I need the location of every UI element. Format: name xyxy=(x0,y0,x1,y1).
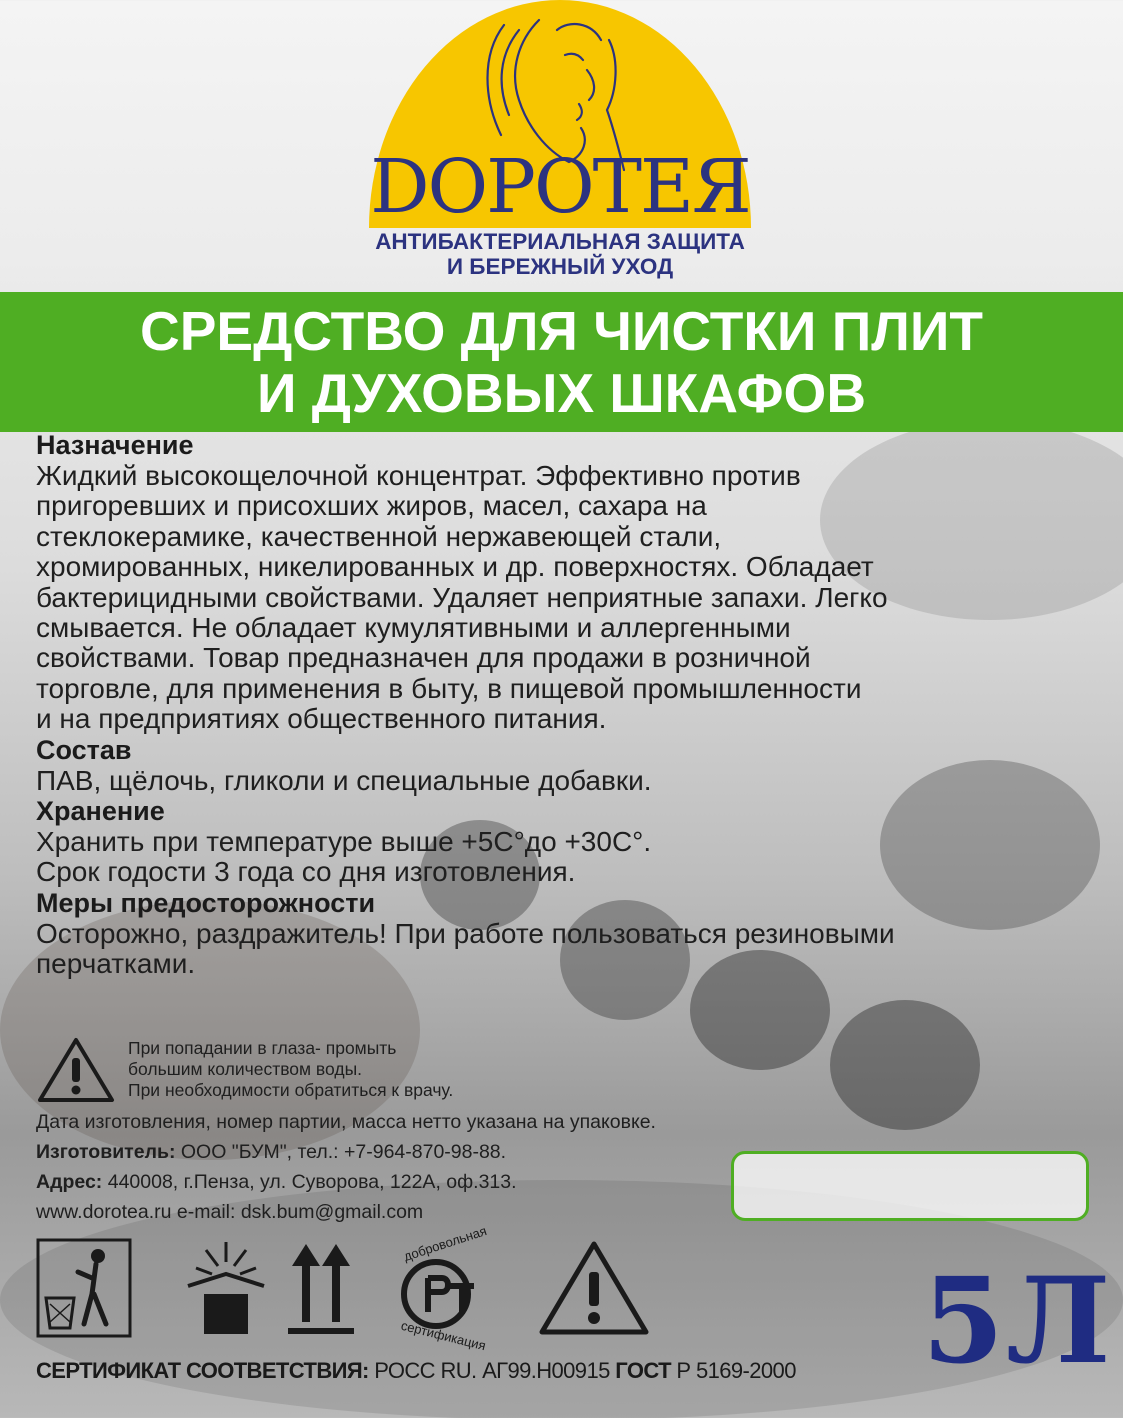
precautions-line: перчатками. xyxy=(36,948,196,980)
composition-text: ПАВ, щёлочь, гликоли и специальные добавки. xyxy=(36,764,652,796)
purpose-line: смывается. Не обладает кумулятивными и аллергенными xyxy=(36,612,791,644)
certificate-label: СЕРТИФИКАТ СООТВЕТСТВИЯ: xyxy=(36,1358,369,1383)
manufacturer-value: ООО "БУМ", тел.: +7-964-870-98-88. xyxy=(175,1141,507,1163)
warning-line: При необходимости обратиться к врачу. xyxy=(128,1080,454,1100)
trash-bin-icon xyxy=(36,1238,132,1338)
warning-line: большим количеством воды. xyxy=(128,1059,363,1079)
manufacturer-info xyxy=(36,1140,506,1164)
composition-heading: Состав xyxy=(36,734,132,765)
purpose-line: Жидкий высокощелочной концентрат. Эффективно против xyxy=(36,460,801,491)
handling-icons xyxy=(36,1223,656,1354)
web-contacts: www.dorotea.ru e-mail: dsk.bum@gmail.com xyxy=(36,1201,424,1223)
certificate-value: РОСС RU. АГ99.Н00915 xyxy=(368,1358,616,1383)
product-title-banner xyxy=(0,292,1123,432)
this-way-up-icon xyxy=(286,1238,356,1338)
warning-line: При попадании в глаза- промыть xyxy=(128,1038,397,1058)
product-title-line-1: СРЕДСТВО ДЛЯ ЧИСТКИ ПЛИТ xyxy=(140,300,983,362)
brand-name: DOPOTEЯ xyxy=(370,144,750,230)
storage-line: Хранить при температуре выше +5С°до +30С°. xyxy=(36,826,652,858)
purpose-line: стеклокерамике, качественной нержавеющей стали, xyxy=(36,520,722,552)
purpose-line: хромированных, никелированных и др. поверхностях. Обладает xyxy=(36,551,874,583)
volume-label: 5Л xyxy=(922,1251,1113,1390)
gost-label: ГОСТ xyxy=(615,1358,671,1383)
cert-badge-bottom-text: сертификация xyxy=(399,1317,488,1354)
precautions-line: Осторожно, раздражитель! При работе пользоваться резиновыми xyxy=(36,917,895,949)
address-label: Адрес: xyxy=(36,1171,103,1193)
purpose-line: пригоревших и присохших жиров, масел, сахара на xyxy=(36,490,707,522)
purpose-line: бактерицидными свойствами. Удаляет неприятные запахи. Легко xyxy=(36,581,888,613)
address-info xyxy=(36,1170,517,1194)
rst-certification-badge xyxy=(376,1223,496,1354)
precautions-heading: Меры предосторожности xyxy=(36,887,376,918)
date-note: Дата изготовления, номер партии, масса нетто указана на упаковке. xyxy=(36,1111,656,1133)
purpose-line: свойствами. Товар предназначен для продажи в розничной xyxy=(36,642,811,674)
tagline-line-1: АНТИБАКТЕРИАЛЬНАЯ ЗАЩИТА xyxy=(375,229,745,254)
purpose-heading: Назначение xyxy=(36,430,194,460)
manufacturer-label: Изготовитель: xyxy=(36,1141,176,1163)
address-value: 440008, г.Пенза, ул. Суворова, 122А, оф.313. xyxy=(102,1171,517,1193)
batch-code-box xyxy=(731,1151,1089,1221)
purpose-line: торговле, для применения в быту, в пищевой промышленности xyxy=(36,672,862,704)
warning-triangle-icon xyxy=(36,1036,116,1104)
cert-badge-top-text: добровольная xyxy=(401,1223,489,1264)
eye-contact-warning xyxy=(36,1036,836,1106)
brand-logo xyxy=(369,0,751,290)
product-title-line-2: И ДУХОВЫХ ШКАФОВ xyxy=(256,362,867,424)
tagline-line-2: И БЕРЕЖНЫЙ УХОД xyxy=(446,254,674,279)
purpose-line: и на предприятиях общественного питания. xyxy=(36,703,607,735)
keep-from-sunlight-icon xyxy=(176,1238,276,1338)
storage-heading: Хранение xyxy=(36,796,165,827)
label-description xyxy=(36,430,1106,980)
gost-value: Р 5169-2000 xyxy=(670,1358,796,1383)
storage-line: Срок годости 3 года со дня изготовления. xyxy=(36,856,576,888)
warning-triangle-icon xyxy=(536,1238,652,1338)
certificate-line xyxy=(36,1358,796,1384)
